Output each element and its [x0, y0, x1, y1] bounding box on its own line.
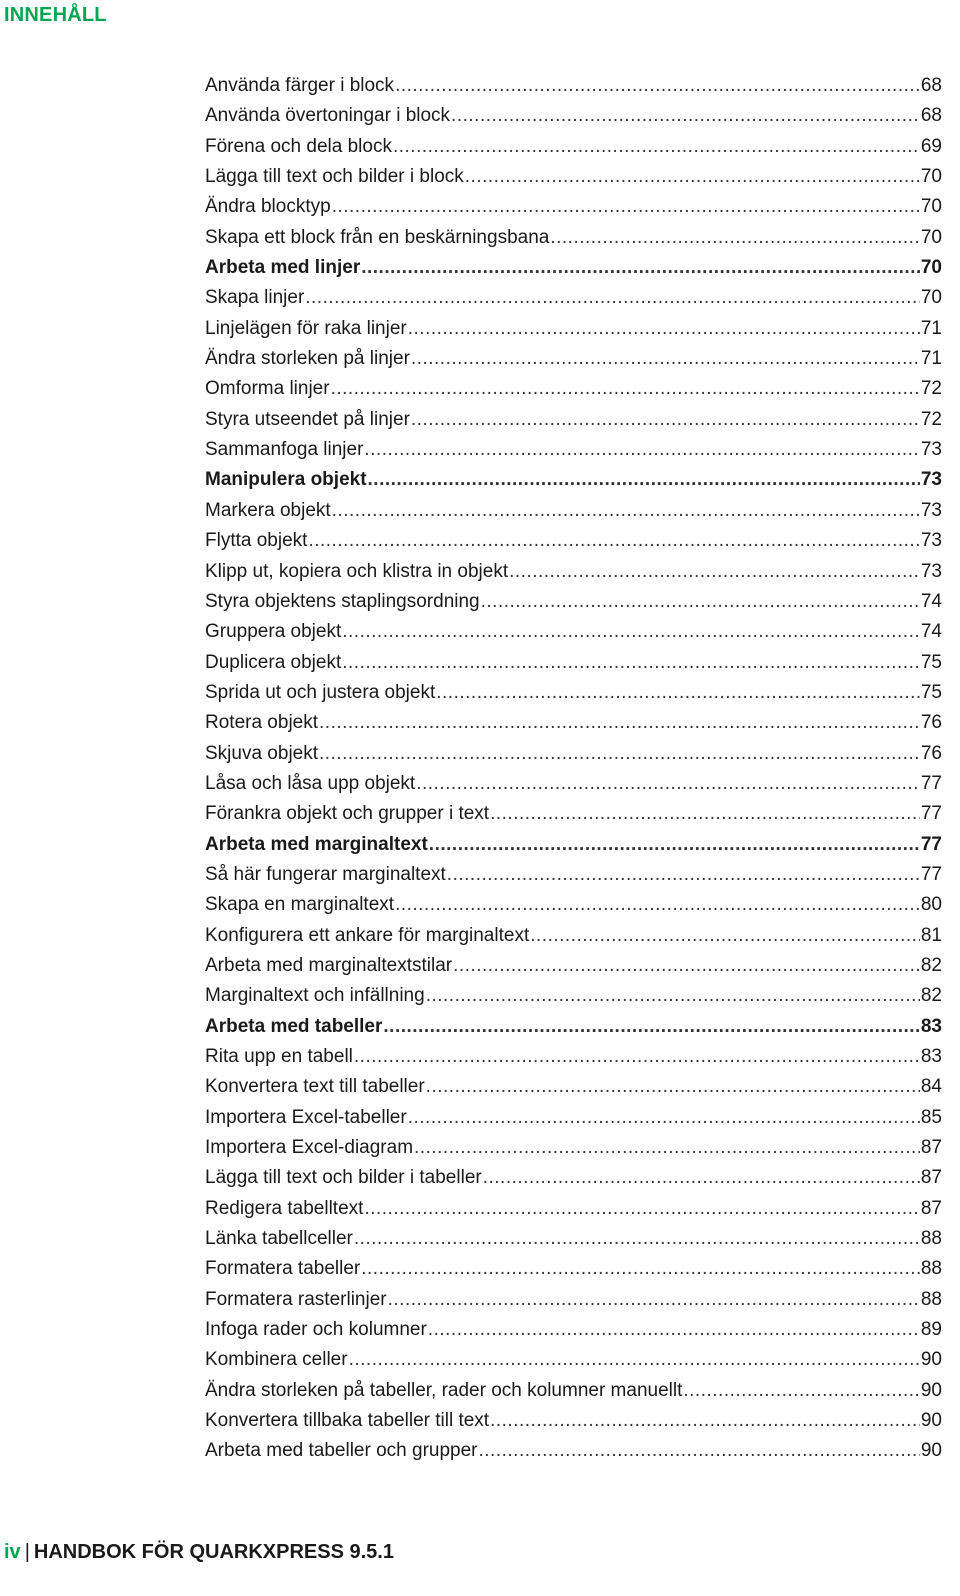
- toc-entry[interactable]: [205, 409, 942, 439]
- toc-entry-page: 83: [920, 1046, 942, 1067]
- toc-entry-label: Duplicera objekt: [205, 651, 342, 673]
- dot-leader: [305, 287, 920, 309]
- toc-entry-page: 90: [920, 1440, 942, 1462]
- toc-entry-page: 88: [920, 1288, 942, 1310]
- toc-entry-page: 77: [920, 772, 942, 794]
- toc-entry-page: 71: [920, 348, 942, 370]
- toc-entry-page: 84: [920, 1076, 942, 1098]
- toc-entry-label: Arbeta med linjer: [205, 257, 361, 279]
- toc-entry-page: 81: [920, 924, 942, 946]
- toc-entry[interactable]: [205, 1046, 942, 1076]
- toc-entry-label: Rita upp en tabell: [205, 1046, 353, 1067]
- dot-leader: [342, 652, 920, 674]
- dot-leader: [364, 439, 919, 461]
- toc-entry-page: 87: [920, 1197, 942, 1219]
- dot-leader: [429, 834, 920, 856]
- dot-leader: [364, 1198, 919, 1220]
- toc-entry-label: Lägga till text och bilder i block: [205, 166, 464, 188]
- toc-entry-label: Manipulera objekt: [205, 469, 367, 491]
- toc-entry[interactable]: [205, 955, 942, 985]
- dot-leader: [408, 318, 920, 340]
- toc-entry-page: 74: [920, 590, 942, 612]
- toc-entry[interactable]: [205, 1349, 942, 1379]
- toc-entry-label: Arbeta med marginaltextstilar: [205, 954, 453, 976]
- toc-entry-label: Skjuva objekt: [205, 742, 319, 764]
- dot-leader: [395, 894, 920, 916]
- toc-entry-label: Styra utseendet på linjer: [205, 408, 410, 430]
- dot-leader: [426, 1076, 920, 1098]
- dot-leader: [308, 530, 919, 552]
- footer-separator: |: [24, 1541, 30, 1563]
- toc-entry-label: Importera Excel-diagram: [205, 1137, 414, 1159]
- header-title: INNEHÅLL: [4, 4, 107, 26]
- toc-entry[interactable]: [205, 1167, 942, 1197]
- toc-section-heading[interactable]: [205, 469, 942, 499]
- dot-leader: [479, 1440, 920, 1462]
- toc-entry[interactable]: [205, 591, 942, 621]
- toc-entry-page: 69: [920, 135, 942, 157]
- toc-entry-page: 77: [920, 833, 942, 855]
- toc-entry[interactable]: [205, 318, 942, 348]
- toc-entry[interactable]: [205, 773, 942, 803]
- toc-entry-label: Låsa och låsa upp objekt: [205, 772, 416, 794]
- toc-entry-page: 73: [920, 560, 942, 582]
- toc-entry-label: Styra objektens staplingsordning: [205, 590, 480, 612]
- toc-entry[interactable]: [205, 1440, 942, 1470]
- toc-entry-page: 82: [920, 954, 942, 976]
- toc-entry-page: 70: [920, 226, 942, 248]
- toc-section-heading[interactable]: [205, 834, 942, 864]
- toc-entry[interactable]: [205, 227, 942, 257]
- toc-entry-page: 76: [920, 742, 942, 764]
- toc-entry-page: 68: [920, 105, 942, 127]
- toc-entry-page: 80: [920, 894, 942, 916]
- dot-leader: [361, 257, 920, 279]
- dot-leader: [354, 1046, 920, 1068]
- toc-entry-label: Formatera tabeller: [205, 1258, 361, 1280]
- dot-leader: [331, 378, 920, 400]
- toc-entry[interactable]: [205, 105, 942, 135]
- toc-entry-label: Konvertera text till tabeller: [205, 1076, 425, 1098]
- dot-leader: [395, 75, 920, 97]
- toc-entry-page: 70: [920, 257, 942, 279]
- dot-leader: [509, 561, 920, 583]
- dot-leader: [368, 469, 920, 491]
- dot-leader: [414, 1137, 920, 1159]
- toc-entry[interactable]: [205, 287, 942, 317]
- toc-entry-label: Kombinera celler: [205, 1349, 348, 1371]
- dot-leader: [408, 1107, 920, 1129]
- toc-entry[interactable]: [205, 1258, 942, 1288]
- dot-leader: [683, 1380, 919, 1402]
- toc-entry-label: Ändra storleken på linjer: [205, 348, 410, 370]
- toc-entry-page: 77: [920, 863, 942, 885]
- toc-entry[interactable]: [205, 621, 942, 651]
- toc-entry-page: 88: [920, 1258, 942, 1280]
- toc-entry-label: Sammanfoga linjer: [205, 439, 364, 461]
- dot-leader: [354, 1228, 920, 1250]
- toc-entry-page: 70: [920, 287, 942, 309]
- toc-entry-label: Marginaltext och infällning: [205, 985, 425, 1007]
- toc-entry[interactable]: [205, 439, 942, 469]
- toc-entry-label: Arbeta med tabeller och grupper: [205, 1440, 478, 1462]
- toc-entry[interactable]: [205, 925, 942, 955]
- toc-entry[interactable]: [205, 743, 942, 773]
- toc-entry[interactable]: [205, 378, 942, 408]
- toc-entry-label: Gruppera objekt: [205, 621, 342, 643]
- toc-entry-page: 74: [920, 621, 942, 643]
- dot-leader: [332, 196, 920, 218]
- toc-entry-label: Flytta objekt: [205, 530, 308, 552]
- dot-leader: [428, 1319, 920, 1341]
- toc-entry-label: Konfigurera ett ankare för marginaltext: [205, 924, 530, 946]
- dot-leader: [530, 925, 920, 947]
- toc-entry[interactable]: [205, 166, 942, 196]
- toc-entry[interactable]: [205, 561, 942, 591]
- toc-entry-label: Skapa linjer: [205, 287, 305, 309]
- dot-leader: [447, 864, 920, 886]
- toc-entry-page: 75: [920, 681, 942, 703]
- toc-entry-page: 70: [920, 166, 942, 188]
- toc-entry-label: Markera objekt: [205, 499, 331, 521]
- toc-entry-label: Formatera rasterlinjer: [205, 1288, 387, 1310]
- dot-leader: [451, 105, 920, 127]
- footer-page-number: iv: [4, 1541, 21, 1563]
- toc-entry-page: 71: [920, 317, 942, 339]
- toc-entry-page: 90: [920, 1410, 942, 1432]
- dot-leader: [416, 773, 920, 795]
- toc-entry-label: Använda färger i block: [205, 75, 395, 96]
- toc-entry-label: Arbeta med marginaltext: [205, 833, 428, 855]
- dot-leader: [319, 743, 920, 765]
- dot-leader: [550, 227, 920, 249]
- dot-leader: [453, 955, 920, 977]
- toc-entry-label: Använda övertoningar i block: [205, 105, 451, 127]
- dot-leader: [342, 621, 920, 643]
- toc-entry-page: 73: [920, 499, 942, 521]
- toc-entry[interactable]: [205, 500, 942, 530]
- toc-entry-page: 77: [920, 803, 942, 825]
- toc-entry[interactable]: [205, 1137, 942, 1167]
- toc-entry-page: 87: [920, 1137, 942, 1159]
- toc-entry-page: 88: [920, 1228, 942, 1250]
- dot-leader: [426, 985, 920, 1007]
- dot-leader: [411, 409, 920, 431]
- toc-entry[interactable]: [205, 1198, 942, 1228]
- toc-entry-page: 73: [920, 469, 942, 491]
- toc-entry-label: Lägga till text och bilder i tabeller: [205, 1167, 482, 1189]
- toc-entry-label: Linjelägen för raka linjer: [205, 317, 407, 339]
- dot-leader: [483, 1167, 920, 1189]
- toc-entry-label: Ändra blocktyp: [205, 196, 331, 218]
- toc-entry[interactable]: [205, 985, 942, 1015]
- toc-entry[interactable]: [205, 1076, 942, 1106]
- toc-entry-label: Sprida ut och justera objekt: [205, 681, 436, 703]
- dot-leader: [319, 712, 920, 734]
- toc-entry-label: Klipp ut, kopiera och klistra in objekt: [205, 560, 509, 582]
- toc-entry-label: Redigera tabelltext: [205, 1197, 364, 1219]
- toc-entry-label: Omforma linjer: [205, 378, 330, 400]
- dot-leader: [465, 166, 920, 188]
- toc-entry[interactable]: [205, 1319, 942, 1349]
- toc-entry[interactable]: [205, 75, 942, 105]
- toc-entry[interactable]: [205, 196, 942, 226]
- toc-entry-label: Länka tabellceller: [205, 1228, 353, 1250]
- dot-leader: [393, 136, 920, 158]
- toc-entry-label: Arbeta med tabeller: [205, 1015, 383, 1037]
- toc-entry-page: 90: [920, 1349, 942, 1371]
- toc-entry[interactable]: [205, 652, 942, 682]
- toc-entry-label: Konvertera tillbaka tabeller till text: [205, 1410, 490, 1432]
- toc-entry-page: 82: [920, 985, 942, 1007]
- dot-leader: [411, 348, 920, 370]
- toc-entry-label: Importera Excel-tabeller: [205, 1106, 407, 1128]
- toc-entry-page: 72: [920, 408, 942, 430]
- toc-entry[interactable]: [205, 894, 942, 924]
- toc-entry-page: 70: [920, 196, 942, 218]
- page-footer: [4, 1541, 394, 1564]
- dot-leader: [490, 803, 920, 825]
- toc-entry-page: 90: [920, 1379, 942, 1401]
- toc-entry[interactable]: [205, 136, 942, 166]
- toc-entry-page: 87: [920, 1167, 942, 1189]
- toc-entry-label: Förankra objekt och grupper i text: [205, 803, 490, 825]
- dot-leader: [332, 500, 920, 522]
- toc-entry-page: 85: [920, 1106, 942, 1128]
- toc-entry-label: Förena och dela block: [205, 135, 392, 157]
- toc-entry[interactable]: [205, 682, 942, 712]
- dot-leader: [383, 1016, 919, 1038]
- toc-entry-page: 83: [920, 1015, 942, 1037]
- toc-entry-label: Skapa ett block från en beskärningsbana: [205, 226, 550, 248]
- toc-entry-label: Skapa en marginaltext: [205, 894, 395, 916]
- toc-section-heading[interactable]: [205, 1016, 942, 1046]
- toc-entry[interactable]: [205, 712, 942, 742]
- dot-leader: [490, 1410, 920, 1432]
- toc-entry-label: Infoga rader och kolumner: [205, 1319, 427, 1341]
- table-of-contents: [205, 75, 942, 1471]
- toc-entry-page: 73: [920, 530, 942, 552]
- toc-entry-label: Så här fungerar marginaltext: [205, 863, 446, 885]
- dot-leader: [349, 1349, 920, 1371]
- toc-entry[interactable]: [205, 1380, 942, 1410]
- toc-entry-page: 72: [920, 378, 942, 400]
- toc-entry-page: 68: [920, 75, 942, 96]
- toc-entry-page: 76: [920, 712, 942, 734]
- page-header: [4, 4, 107, 27]
- toc-entry[interactable]: [205, 530, 942, 560]
- dot-leader: [388, 1289, 920, 1311]
- toc-entry-page: 73: [920, 439, 942, 461]
- dot-leader: [361, 1258, 920, 1280]
- dot-leader: [481, 591, 920, 613]
- toc-entry[interactable]: [205, 348, 942, 378]
- toc-entry-page: 89: [920, 1319, 942, 1341]
- toc-entry[interactable]: [205, 864, 942, 894]
- toc-entry-page: 75: [920, 651, 942, 673]
- toc-section-heading[interactable]: [205, 257, 942, 287]
- dot-leader: [436, 682, 920, 704]
- toc-entry-label: Rotera objekt: [205, 712, 319, 734]
- toc-entry[interactable]: [205, 803, 942, 833]
- toc-entry[interactable]: [205, 1410, 942, 1440]
- toc-entry-label: Ändra storleken på tabeller, rader och kolumner manuellt: [205, 1379, 683, 1401]
- toc-entry[interactable]: [205, 1289, 942, 1319]
- footer-title: HANDBOK FÖR QUARKXPRESS 9.5.1: [33, 1541, 394, 1563]
- toc-entry[interactable]: [205, 1228, 942, 1258]
- toc-entry[interactable]: [205, 1107, 942, 1137]
